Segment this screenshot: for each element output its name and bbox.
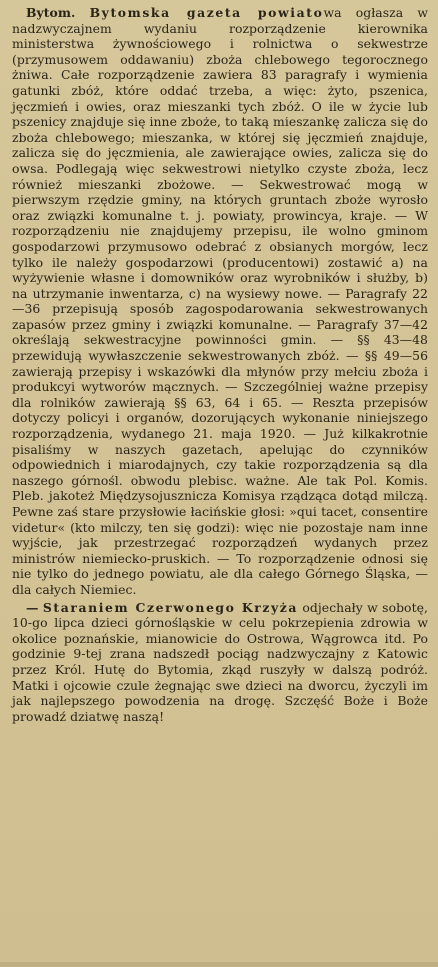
article-red-cross-dash: —: [26, 599, 39, 615]
article-bytom-headline: Bytomska gazeta powiato: [89, 5, 324, 20]
clipping-bottom-edge: [0, 962, 438, 967]
article-bytom: [12, 5, 428, 598]
article-red-cross-body: odjechały w sobotę, 10-go lipca dzieci górnośląskie w celu pokrzepienia zdrowia w okolice poznańskie, mianowicie do Ostrowa, Wągrowca itd. Po godzinie 9-tej zrana nadszedł pociąg nadzwyczajny z Katowic przez Król. Hutę do Bytomia, zkąd ruszyły w dalszą podróż. Matki i ojcowie czule żegnając swe dzieci na dworcu, życzyli im jak najlepszego powodzenia na drogę. Szczęść Boże i Boże prowadź dziatwę naszą!: [12, 599, 428, 724]
article-bytom-place: Bytom.: [26, 5, 76, 20]
article-red-cross: [12, 600, 428, 725]
article-bytom-body: wa ogłasza w nadzwyczajnem wydaniu rozporządzenie kierownika ministerstwa żywnościowego i rolnictwa o sekwestrze (przymusowem oddawaniu) zboża chlebowego tegorocznego żniwa. Całe rozporządzenie zawiera 83 paragrafy i wymienia gatunki zbóż, które oddać trzeba, a więc: żyto, pszenica, jęczmień i owies, oraz mieszanki tych zbóż. O ile w życie lub pszenicy znajduje się inne zboże, to taką mieszankę zalicza się do zboża chlebowego; mieszanka, w której się jęczmień znajduje, zalicza się do jęczmienia, ale zawierające owies, zalicza się do owsa. Podlegają więc sekwestrowi nietylko czyste zboża, lecz również mieszanki zbożowe. — Sekwestrować mogą w pierwszym rzędzie gminy, na których gruntach zboże wyrosło oraz związki komunalne t. j. powiaty, prowincya, kraje. — W rozporządzeniu nie znajdujemy przepisu, ile wolno gminom gospodarzowi przymusowo odebrać z obsianych morgów, lecz tylko ile należy gospodarzowi (producentowi) zostawić a) na wyżywienie własne i domowników oraz wyrobników i służby, b) na utrzymanie inwentarza, c) na wysiewy nowe. — Paragrafy 22—36 przepisują sposób zagospodarowania sekwestrowanych zapasów przez gminy i związki komunalne. — Paragrafy 37—42 określają sekwestracyjne powinności gmin. — §§ 43—48 przewidują wywłaszczenie sekwestrowanych zbóż. — §§ 49—56 zawierają przepisy i wskazówki dla młynów przy mełciu zboża i produkcyi wytworów mącznych. — Szczególniej ważne przepisy dla rolników zawierają §§ 63, 64 i 65. — Reszta przepisów dotyczy policyi i organów, dozorujących wykonanie niniejszego rozporządzenia, wydanego 21. maja 1920. — Już kilkakrotnie pisaliśmy w naszych gazetach, apelując do czynników odpowiednich i miarodajnych, czy takie rozporządzenia są dla naszego górnośl. obwodu plebisc. ważne. Ale tak Pol. Komis. Pleb. jakoteż Międzysojusznicza Komisya rządząca dotąd milczą. Pewne zaś stare przysłowie łacińskie głosi: »qui tacet, consentire videtur« (kto milczy, ten się godzi): więc nie pozostaje nam inne wyjście, jak przestrzegać rozporządzeń wydanych przez ministrów niemiecko-pruskich. — To rozporządzenie odnosi się nie tylko do jednego powiatu, ale dla całego Górnego Śląska, — dla całych Niemiec.: [12, 5, 428, 597]
article-red-cross-headline: Staraniem Czerwonego Krzyża: [42, 599, 299, 615]
